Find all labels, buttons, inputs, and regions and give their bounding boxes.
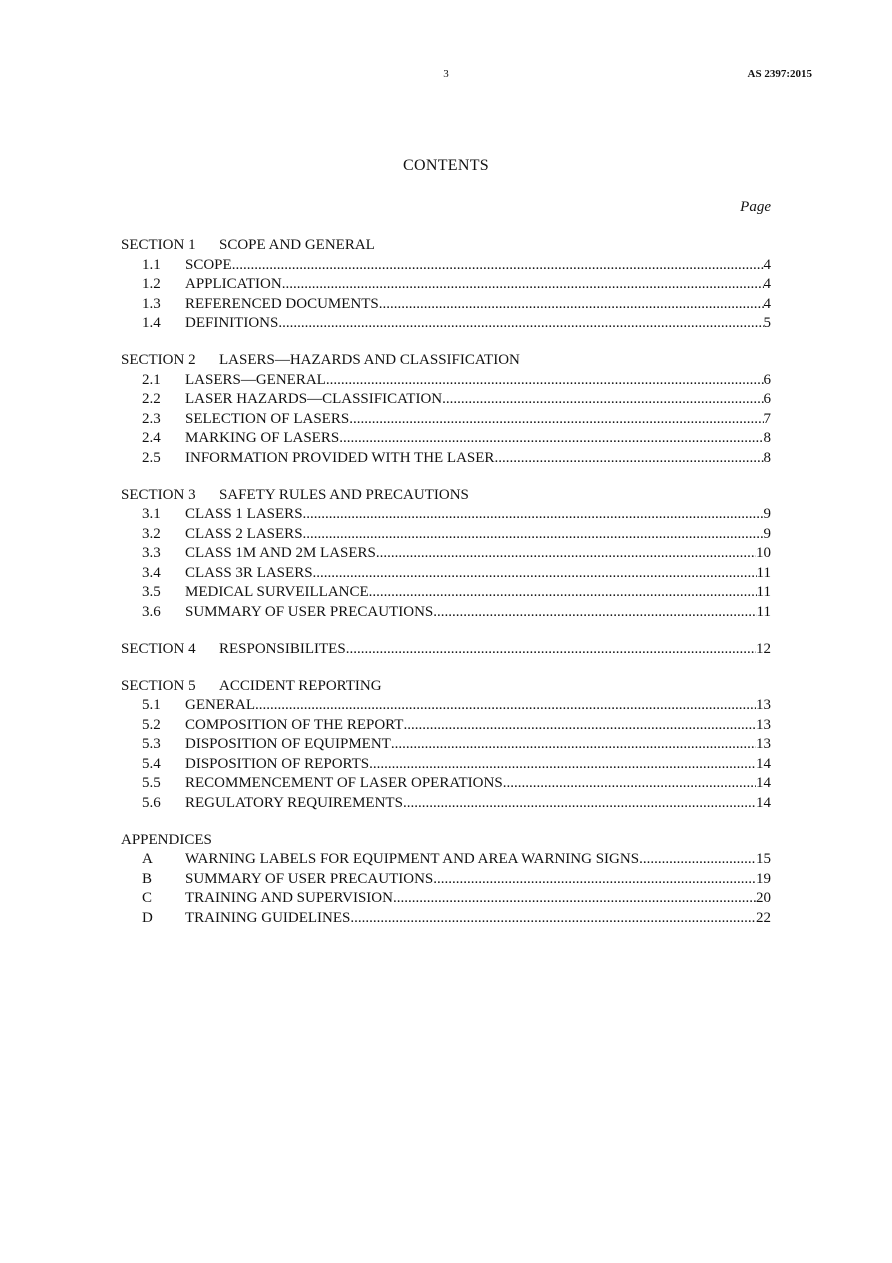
section-number: APPENDICES bbox=[121, 831, 212, 848]
toc-entry[interactable] bbox=[121, 295, 771, 315]
entry-label: COMPOSITION OF THE REPORT bbox=[185, 716, 404, 733]
section-title: RESPONSIBILITES bbox=[219, 640, 346, 657]
entry-page: 9 bbox=[763, 506, 771, 522]
entry-number: 2.5 bbox=[142, 449, 161, 466]
toc-entry[interactable] bbox=[121, 774, 771, 794]
dot-leader bbox=[313, 564, 757, 584]
dot-leader bbox=[379, 295, 764, 315]
entry-label: DISPOSITION OF EQUIPMENT bbox=[185, 736, 391, 752]
table-of-contents bbox=[121, 236, 771, 946]
section-page: 12 bbox=[756, 640, 771, 657]
toc-entry[interactable] bbox=[121, 909, 771, 929]
toc-entry[interactable] bbox=[121, 449, 771, 469]
entry-number: 3.4 bbox=[142, 564, 161, 581]
entry-number: 3.5 bbox=[142, 584, 161, 600]
entry-number: 2.1 bbox=[142, 371, 161, 388]
toc-entry[interactable] bbox=[121, 603, 771, 623]
dot-leader bbox=[349, 410, 763, 430]
toc-entry[interactable] bbox=[121, 275, 771, 295]
entry-number: 3.3 bbox=[142, 545, 161, 561]
dot-leader bbox=[282, 275, 764, 295]
entry-label: GENERAL bbox=[185, 697, 255, 713]
section-heading[interactable] bbox=[121, 486, 771, 506]
entry-label: CLASS 1 LASERS bbox=[185, 506, 303, 522]
entry-number: B bbox=[142, 870, 153, 887]
toc-section bbox=[121, 831, 771, 929]
entry-label: DISPOSITION OF REPORTS bbox=[185, 755, 370, 772]
entry-number: 1.4 bbox=[142, 315, 161, 331]
entry-number: 5.6 bbox=[142, 794, 161, 811]
entry-number: 2.2 bbox=[142, 391, 161, 407]
entry-number: 3.6 bbox=[142, 603, 161, 620]
page-number: 3 bbox=[443, 68, 449, 80]
toc-entry[interactable] bbox=[121, 314, 771, 334]
toc-section bbox=[121, 351, 771, 468]
entry-number: 3.2 bbox=[142, 525, 161, 542]
entry-label: REFERENCED DOCUMENTS bbox=[185, 295, 379, 312]
entry-page: 13 bbox=[756, 736, 771, 752]
toc-section bbox=[121, 640, 771, 660]
dot-leader bbox=[278, 314, 763, 334]
section-number: SECTION 2 bbox=[121, 352, 196, 368]
entry-page: 14 bbox=[756, 794, 771, 811]
entry-label: REGULATORY REQUIREMENTS bbox=[185, 794, 403, 811]
entry-number: C bbox=[142, 890, 153, 906]
entry-label: SCOPE bbox=[185, 256, 232, 273]
dot-leader bbox=[442, 390, 763, 410]
toc-entry[interactable] bbox=[121, 794, 771, 814]
toc-entry[interactable] bbox=[121, 583, 771, 603]
entry-label: RECOMMENCEMENT OF LASER OPERATIONS bbox=[185, 775, 503, 791]
toc-entry[interactable] bbox=[121, 544, 771, 564]
entry-label: DEFINITIONS bbox=[185, 315, 279, 331]
dot-leader bbox=[369, 755, 756, 775]
entry-label: SUMMARY OF USER PRECAUTIONS bbox=[185, 603, 434, 620]
entry-label: TRAINING AND SUPERVISION bbox=[185, 890, 393, 906]
document-id: AS 2397:2015 bbox=[747, 68, 812, 80]
dot-leader bbox=[255, 696, 756, 716]
entry-page: 10 bbox=[756, 545, 771, 561]
toc-section bbox=[121, 677, 771, 814]
entry-page: 20 bbox=[756, 890, 771, 906]
dot-leader bbox=[303, 525, 764, 545]
entry-number: A bbox=[142, 851, 153, 867]
dot-leader bbox=[403, 716, 756, 736]
toc-entry[interactable] bbox=[121, 850, 771, 870]
entry-number: 5.3 bbox=[142, 736, 161, 752]
toc-entry[interactable] bbox=[121, 429, 771, 449]
toc-section bbox=[121, 486, 771, 623]
dot-leader bbox=[303, 505, 764, 525]
dot-leader bbox=[339, 429, 763, 449]
entry-label: SELECTION OF LASERS bbox=[185, 410, 350, 427]
entry-page: 6 bbox=[763, 371, 771, 388]
page-title: CONTENTS bbox=[403, 157, 489, 174]
section-number: SECTION 5 bbox=[121, 677, 196, 694]
section-heading[interactable] bbox=[121, 236, 771, 256]
entry-page: 11 bbox=[756, 564, 771, 581]
dot-leader bbox=[403, 794, 756, 814]
dot-leader bbox=[376, 544, 756, 564]
entry-label: APPLICATION bbox=[185, 276, 282, 292]
toc-entry[interactable] bbox=[121, 716, 771, 736]
entry-label: LASER HAZARDS—CLASSIFICATION bbox=[185, 391, 443, 407]
dot-leader bbox=[494, 449, 763, 469]
entry-page: 7 bbox=[763, 410, 771, 427]
entry-label: SUMMARY OF USER PRECAUTIONS bbox=[185, 870, 434, 887]
entry-page: 14 bbox=[756, 775, 771, 791]
toc-entry[interactable] bbox=[121, 256, 771, 276]
entry-label: MARKING OF LASERS bbox=[185, 430, 340, 446]
toc-entry[interactable] bbox=[121, 870, 771, 890]
entry-page: 22 bbox=[756, 909, 771, 926]
entry-page: 9 bbox=[763, 525, 771, 542]
entry-label: LASERS—GENERAL bbox=[185, 371, 326, 388]
entry-page: 15 bbox=[756, 851, 771, 867]
toc-entry[interactable] bbox=[121, 564, 771, 584]
toc-section bbox=[121, 236, 771, 334]
section-heading[interactable] bbox=[121, 677, 771, 697]
entry-label: CLASS 3R LASERS bbox=[185, 564, 313, 581]
dot-leader bbox=[350, 909, 756, 929]
entry-number: 1.1 bbox=[142, 256, 161, 273]
dot-leader bbox=[326, 371, 764, 391]
dot-leader bbox=[346, 640, 756, 660]
section-heading[interactable] bbox=[121, 351, 771, 371]
entry-label: INFORMATION PROVIDED WITH THE LASER bbox=[185, 449, 495, 466]
section-title: SCOPE AND GENERAL bbox=[219, 237, 375, 253]
entry-page: 13 bbox=[756, 716, 771, 733]
entry-page: 8 bbox=[763, 430, 771, 446]
entry-number: 5.2 bbox=[142, 716, 161, 733]
dot-leader bbox=[503, 774, 756, 794]
dot-leader bbox=[433, 870, 756, 890]
section-number: SECTION 1 bbox=[121, 237, 196, 253]
toc-entry[interactable] bbox=[121, 505, 771, 525]
entry-page: 13 bbox=[756, 697, 771, 713]
section-number: SECTION 3 bbox=[121, 486, 196, 503]
dot-leader bbox=[639, 850, 756, 870]
entry-page: 11 bbox=[756, 603, 771, 620]
section-title: SAFETY RULES AND PRECAUTIONS bbox=[219, 486, 469, 503]
entry-number: 2.3 bbox=[142, 410, 161, 427]
toc-entry[interactable] bbox=[121, 410, 771, 430]
entry-number: 5.4 bbox=[142, 755, 161, 772]
section-title: LASERS—HAZARDS AND CLASSIFICATION bbox=[219, 352, 520, 368]
section-title: ACCIDENT REPORTING bbox=[219, 677, 382, 694]
toc-entry[interactable] bbox=[121, 735, 771, 755]
section-heading[interactable] bbox=[121, 640, 771, 660]
entry-label: TRAINING GUIDELINES bbox=[185, 909, 351, 926]
entry-page: 6 bbox=[763, 391, 771, 407]
toc-entry[interactable] bbox=[121, 371, 771, 391]
section-number: SECTION 4 bbox=[121, 640, 196, 657]
entry-page: 4 bbox=[763, 295, 771, 312]
entry-label: CLASS 1M AND 2M LASERS bbox=[185, 545, 376, 561]
dot-leader bbox=[369, 583, 757, 603]
entry-page: 4 bbox=[763, 256, 771, 273]
toc-entry[interactable] bbox=[121, 525, 771, 545]
entry-page: 4 bbox=[763, 276, 771, 292]
toc-entry[interactable] bbox=[121, 755, 771, 775]
entry-page: 8 bbox=[763, 449, 771, 466]
entry-label: WARNING LABELS FOR EQUIPMENT AND AREA WARNING SIGNS bbox=[185, 851, 640, 867]
entry-number: 1.3 bbox=[142, 295, 161, 312]
entry-number: 5.5 bbox=[142, 775, 161, 791]
dot-leader bbox=[232, 256, 764, 276]
entry-page: 19 bbox=[756, 870, 771, 887]
entry-page: 11 bbox=[756, 584, 771, 600]
page-column-label: Page bbox=[740, 199, 771, 215]
dot-leader bbox=[433, 603, 756, 623]
dot-leader bbox=[393, 889, 756, 909]
toc-entry[interactable] bbox=[121, 889, 771, 909]
toc-entry[interactable] bbox=[121, 696, 771, 716]
entry-number: 3.1 bbox=[142, 506, 161, 522]
entry-page: 14 bbox=[756, 755, 771, 772]
entry-number: 2.4 bbox=[142, 430, 161, 446]
entry-page: 5 bbox=[763, 315, 771, 331]
section-heading[interactable] bbox=[121, 831, 771, 851]
entry-number: 1.2 bbox=[142, 276, 161, 292]
entry-number: 5.1 bbox=[142, 697, 161, 713]
entry-label: CLASS 2 LASERS bbox=[185, 525, 303, 542]
entry-number: D bbox=[142, 909, 153, 926]
dot-leader bbox=[391, 735, 756, 755]
toc-entry[interactable] bbox=[121, 390, 771, 410]
entry-label: MEDICAL SURVEILLANCE bbox=[185, 584, 369, 600]
